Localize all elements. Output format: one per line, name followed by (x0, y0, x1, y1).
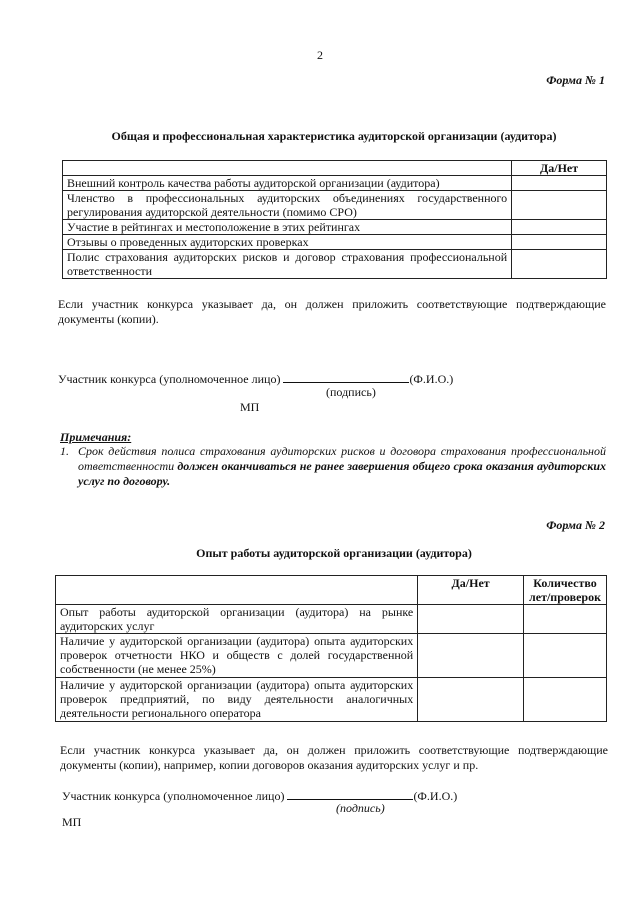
form1-table (62, 160, 607, 279)
form2-row-1: Опыт работы аудиторской организации (аудитора) на рынке аудиторских услуг (56, 605, 418, 634)
form1-sign-row (58, 370, 518, 387)
form1-row-5-answer[interactable] (512, 250, 607, 279)
form2-row-3-count[interactable] (524, 678, 607, 722)
form1-row-1: Внешний контроль качества работы аудиторской организации (аудитора) (63, 176, 512, 191)
form1-row-3-answer[interactable] (512, 220, 607, 235)
form1-header-yesno: Да/Нет (512, 161, 607, 176)
form2-row-1-answer[interactable] (418, 605, 524, 634)
form1-signature-hint: (подпись) (326, 385, 376, 399)
form1-sign-label: Участник конкурса (уполномоченное лицо) (58, 372, 281, 386)
form2-row-3-answer[interactable] (418, 678, 524, 722)
remark-text (78, 444, 606, 489)
form1-row-2: Членство в профессиональных аудиторских объединениях государственного регулирования аудиторской деятельности (помимо СРО) (63, 191, 512, 220)
form1-note: Если участник конкурса указывает да, он должен приложить соответствующие подтверждающие документы (копии). (58, 297, 606, 326)
remark-bold: должен оканчиваться не ранее завершения общего срока оказания аудиторских услуг по договору. (78, 459, 606, 488)
form1-row-4-answer[interactable] (512, 235, 607, 250)
form1-row-3: Участие в рейтингах и местоположение в этих рейтингах (63, 220, 512, 235)
form2-header-empty (56, 576, 418, 605)
form1-row-1-answer[interactable] (512, 176, 607, 191)
form2-header-count: Количество лет/проверок (524, 576, 607, 605)
form2-row-3: Наличие у аудиторской организации (аудитора) опыта аудиторских проверок предприятий, по виду деятельности аналогичных деятельности регионального оператора (56, 678, 418, 722)
form1-row-2-answer[interactable] (512, 191, 607, 220)
form1-label: Форма № 1 (546, 73, 605, 87)
page-number: 2 (317, 48, 323, 62)
form2-fio: (Ф.И.О.) (413, 789, 458, 803)
form1-row-5: Полис страхования аудиторских рисков и договор страхования профессиональной ответственности (63, 250, 512, 279)
form2-row-2: Наличие у аудиторской организации (аудитора) опыта аудиторских проверок отчетности НКО и обществ с долей государственной собственности (не менее 25%) (56, 634, 418, 678)
form2-label: Форма № 2 (546, 518, 605, 532)
form2-signature-hint: (подпись) (336, 801, 385, 815)
form2-row-1-count[interactable] (524, 605, 607, 634)
form1-header-empty (63, 161, 512, 176)
form2-note: Если участник конкурса указывает да, он должен приложить соответствующие подтверждающие документы (копии), например, копии договоров оказания аудиторских услуг и пр. (60, 743, 608, 772)
form1-fio: (Ф.И.О.) (409, 372, 454, 386)
form2-row-2-answer[interactable] (418, 634, 524, 678)
form2-signature-line[interactable] (287, 787, 413, 800)
form2-row-2-count[interactable] (524, 634, 607, 678)
form2-table (55, 575, 607, 722)
form2-stamp: МП (62, 815, 82, 829)
form1-stamp: МП (240, 400, 260, 414)
form2-header-yesno: Да/Нет (418, 576, 524, 605)
form2-sign-label: Участник конкурса (уполномоченное лицо) (62, 789, 285, 803)
form2-title: Опыт работы аудиторской организации (аудитора) (196, 546, 472, 560)
form1-signature-line[interactable] (283, 370, 409, 383)
remark-number: 1. (60, 444, 69, 458)
remark-italic: Срок действия полиса страхования аудиторских рисков и договора страхования профессиональной ответственности (78, 444, 606, 473)
form2-sign-row (62, 787, 522, 804)
form1-row-4: Отзывы о проведенных аудиторских проверках (63, 235, 512, 250)
form1-title: Общая и профессиональная характеристика аудиторской организации (аудитора) (111, 129, 557, 143)
remarks-title: Примечания: (60, 430, 132, 444)
